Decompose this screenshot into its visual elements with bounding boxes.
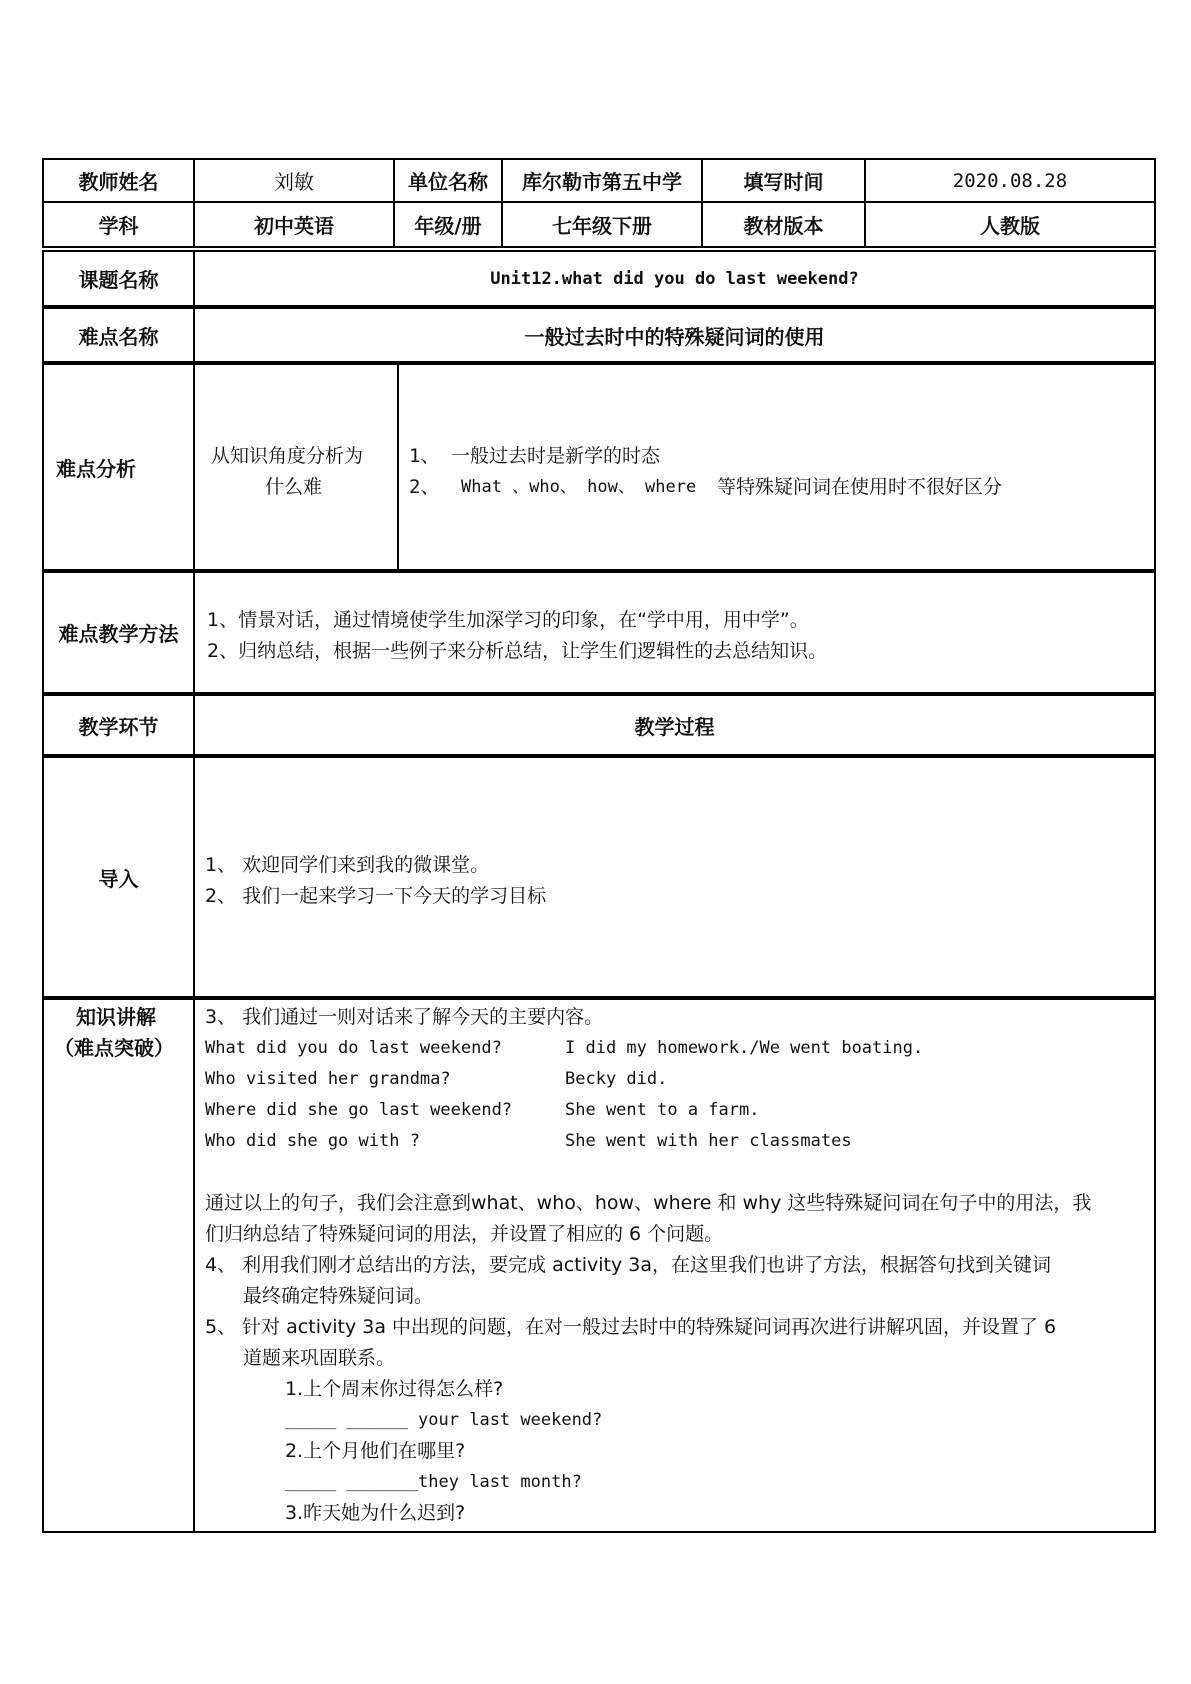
subject-label: 学科 [42,201,195,248]
exercise-question-2: 2.上个月他们在哪里? [285,1440,466,1462]
topic-value: Unit12.what did you do last weekend? [193,250,1156,307]
exercise-blank-1: _____ ______ your last weekend? [285,1410,603,1430]
analysis-content [397,363,1156,571]
edition-value: 人教版 [864,201,1156,248]
intro-label: 导入 [42,756,195,998]
analysis-item-1-num: 1、 [409,445,440,467]
exercise-blank-2: _____ _______they last month? [285,1472,582,1492]
knowledge-label [42,998,195,1533]
difficulty-value: 一般过去时中的特殊疑问词的使用 [193,307,1156,363]
method-line-1: 1、情景对话，通过情境使学生加深学习的印象，在“学中用，用中学”。 [207,609,809,631]
intro-content [193,756,1156,998]
analysis-sub-label-line-1: 从知识角度分析为 [211,445,364,467]
method-label: 难点教学方法 [42,571,195,694]
summary-line-1: 通过以上的句子，我们会注意到what、who、how、where 和 why 这些特殊疑问词在句子中的用法，我 [205,1192,1092,1214]
grade-value: 七年级下册 [501,201,703,248]
item-5-line-1: 5、 针对 activity 3a 中出现的问题，在对一般过去时中的特殊疑问词再次进行讲解巩固，并设置了 6 [205,1316,1057,1338]
method-content [193,571,1156,694]
exercise-question-1: 1.上个周末你过得怎么样? [285,1378,504,1400]
dialogue-answer-4: She went with her classmates [565,1131,852,1151]
knowledge-content [193,998,1156,1533]
knowledge-label-line-2: （难点突破） [54,1036,174,1060]
item-4-line-1: 4、 利用我们刚才总结出的方法，要完成 activity 3a，在这里我们也讲了方法，根据答句找到关键词 [205,1254,1051,1276]
difficulty-label: 难点名称 [42,307,195,363]
analysis-label: 难点分析 [42,363,195,571]
item-5-line-2: 道题来巩固联系。 [243,1347,396,1369]
dialogue-answer-1: I did my homework./We went boating. [565,1038,924,1058]
method-line-2: 2、归纳总结，根据一些例子来分析总结，让学生们逻辑性的去总结知识。 [207,640,828,662]
intro-line-2: 2、 我们一起来学习一下今天的学习目标 [205,885,547,907]
exercise-question-3: 3.昨天她为什么迟到? [285,1502,466,1524]
analysis-item-2-words: What 、who、 how、 where [461,477,697,497]
dialogue-question-3: Where did she go last weekend? [205,1100,513,1120]
topic-label: 课题名称 [42,250,195,307]
summary-line-2: 们归纳总结了特殊疑问词的用法，并设置了相应的 6 个问题。 [205,1223,724,1245]
dialogue-question-4: Who did she go with ? [205,1131,420,1151]
teacher-name-value: 刘敏 [193,158,395,203]
analysis-sub-label-line-2: 什么难 [265,476,323,498]
analysis-item-2-num: 2、 [409,476,440,498]
edition-label: 教材版本 [701,201,866,248]
teacher-name-label: 教师姓名 [42,158,195,203]
intro-line-1: 1、 欢迎同学们来到我的微课堂。 [205,854,490,876]
process-stage-label: 教学环节 [42,694,195,756]
knowledge-label-line-1: 知识讲解 [76,1005,156,1029]
analysis-item-2-text: 等特殊疑问词在使用时不很好区分 [717,476,1003,498]
analysis-item-1-text: 一般过去时是新学的时态 [451,445,661,467]
fill-date-value: 2020.08.28 [864,158,1156,203]
item-4-line-2: 最终确定特殊疑问词。 [243,1285,434,1307]
dialogue-question-1: What did you do last weekend? [205,1038,502,1058]
knowledge-line-3: 3、 我们通过一则对话来了解今天的主要内容。 [205,1006,604,1028]
unit-name-label: 单位名称 [393,158,503,203]
unit-name-value: 库尔勒市第五中学 [501,158,703,203]
subject-value: 初中英语 [193,201,395,248]
dialogue-question-2: Who visited her grandma? [205,1069,451,1089]
dialogue-answer-2: Becky did. [565,1069,668,1089]
process-label: 教学过程 [193,694,1156,756]
analysis-sub-label [193,363,399,571]
grade-label: 年级/册 [393,201,503,248]
fill-date-label: 填写时间 [701,158,866,203]
dialogue-answer-3: She went to a farm. [565,1100,760,1120]
